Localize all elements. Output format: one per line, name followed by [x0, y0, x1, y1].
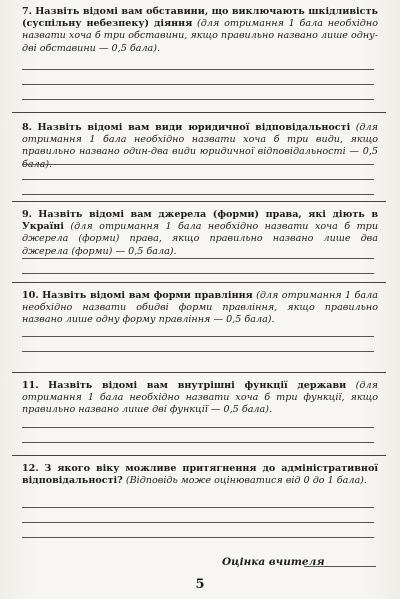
answer-line[interactable] — [22, 522, 374, 523]
section-divider — [12, 455, 386, 456]
question-10 — [22, 290, 378, 327]
section-divider — [12, 112, 386, 113]
answer-line[interactable] — [22, 194, 374, 195]
question-text: Назвіть відомі вам види юридичної відповідальності — [37, 122, 351, 133]
section-divider — [12, 201, 386, 202]
question-note: (Відповідь може оцінюватися від 0 до 1 бала). — [125, 475, 367, 487]
question-9 — [22, 209, 378, 258]
question-number: 9. — [22, 209, 33, 220]
question-12 — [22, 463, 378, 487]
question-text: Назвіть відомі вам обставини, що виключають шкідливість (суспільну небезпеку) діяння — [22, 6, 378, 30]
teacher-grade-field[interactable] — [304, 566, 376, 567]
question-text: Назвіть відомі вам джерела (форми) права, які діють в Україні — [22, 209, 378, 233]
question-note: (для отримання 1 бала необхідно назвати хоча б три обставини, якщо правильно названо лише одну-дві обставини — 0,5 бала). — [22, 18, 378, 54]
question-number: 10. — [22, 290, 39, 301]
question-number: 12. — [22, 463, 39, 474]
answer-line[interactable] — [22, 273, 374, 274]
answer-line[interactable] — [22, 507, 374, 508]
question-text: Назвіть відомі вам форми правління — [42, 290, 253, 301]
answer-line[interactable] — [22, 537, 374, 538]
question-7 — [22, 6, 378, 55]
question-note: (для отримання 1 бала необхідно назвати хоча б три види, якщо правильно названо один-два види юридичної відповідальності — 0,5 бала). — [22, 122, 378, 170]
answer-line[interactable] — [22, 69, 374, 70]
answer-line[interactable] — [22, 99, 374, 100]
question-note: (для отримання 1 бала необхідно назвати обидві форми правління, якщо правильно названо лише одну форму правління — 0,5 бала). — [22, 290, 378, 326]
question-number: 11. — [22, 380, 39, 391]
question-number: 7. — [22, 6, 33, 17]
question-number: 8. — [22, 122, 33, 133]
question-note: (для отримання 1 бала необхідно назвати хоча б три джерела (форми) права, якщо правильно названо лише два джерела (форми) — 0,5 бала). — [22, 221, 378, 257]
page-number: 5 — [195, 577, 205, 592]
section-divider — [12, 372, 386, 373]
question-note: (для отримання 1 бала необхідно назвати хоча б три функції, якщо правильно названо лише дві функції — 0,5 бала). — [22, 380, 378, 416]
answer-line[interactable] — [22, 427, 374, 428]
question-11 — [22, 380, 378, 417]
answer-line[interactable] — [22, 258, 374, 259]
answer-line[interactable] — [22, 351, 374, 352]
answer-line[interactable] — [22, 164, 374, 165]
teacher-grade-label: Оцінка вчителя — [222, 556, 325, 568]
answer-line[interactable] — [22, 336, 374, 337]
answer-line[interactable] — [22, 84, 374, 85]
question-text: З якого віку можливе притягнення до адміністративної відповідальності? — [22, 463, 378, 487]
answer-line[interactable] — [22, 442, 374, 443]
question-text: Назвіть відомі вам внутрішні функції держави — [48, 380, 347, 391]
answer-line[interactable] — [22, 179, 374, 180]
section-divider — [12, 282, 386, 283]
